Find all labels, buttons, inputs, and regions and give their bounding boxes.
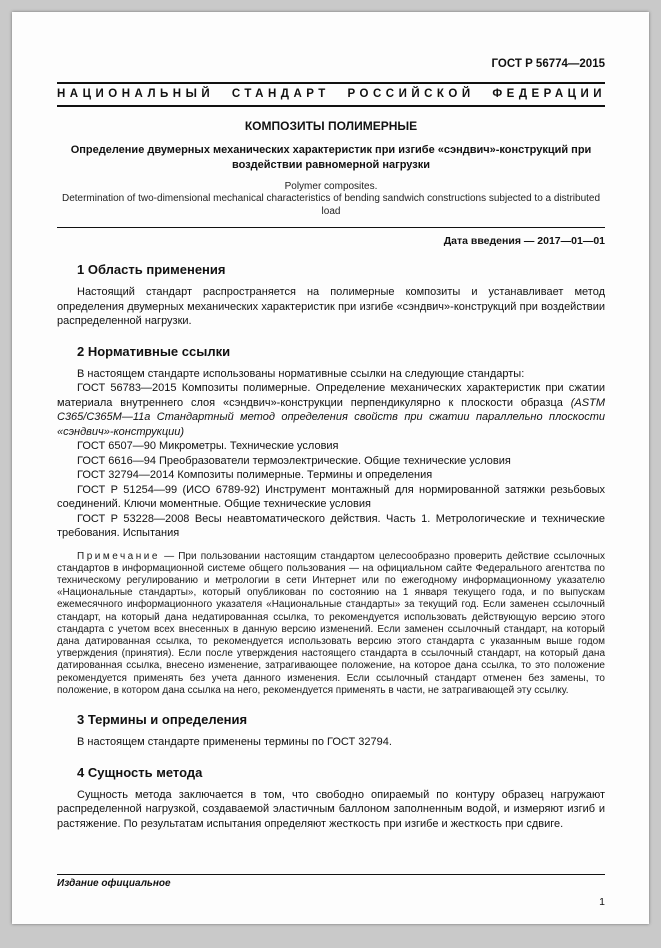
reference-item-5 [57,483,605,512]
document-page [12,12,649,924]
section-1-paragraph: Настоящий стандарт распространяется на полимерные композиты и устанавливает метод определения двумерных механических характеристик при изгибе «сэндвич»-конструкций при воздействии распределенной нагрузки. [57,286,605,328]
section-3-paragraph: В настоящем стандарте применены термины по ГОСТ 32794. [77,736,392,749]
doc-number: ГОСТ Р 56774—2015 [491,58,605,70]
reference-text: ГОСТ Р 53228—2008 Весы неавтоматического действия. Часть 1. Метрологические и технические требования. Испытания [57,512,605,540]
page-footer [57,874,605,908]
divider-rule [57,227,605,228]
national-standard-banner [57,82,605,107]
reference-text: ГОСТ 6507—90 Микрометры. Технические условия [77,440,339,453]
section-1-heading: 1 Область применения [77,262,226,278]
page-number: 1 [599,896,605,908]
reference-text: ГОСТ Р 51254—99 (ИСО 6789-92) Инструмент монтажный для нормированной затяжки резьбовых соединений. Ключи моментные. Общие технические условия [57,483,605,511]
note-label: Примечание [77,550,160,562]
document-title-ru: КОМПОЗИТЫ ПОЛИМЕРНЫЕ [244,119,418,133]
reference-text: ГОСТ 6616—94 Преобразователи термоэлектрические. Общие технические условия [77,454,511,467]
reference-text: ГОСТ 32794—2014 Композиты полимерные. Термины и определения [77,469,433,482]
introduction-date: Дата введения — 2017—01—01 [443,235,605,248]
reference-italic: (ASTM C365/C365M—11a Стандартный метод определения свойств при сжатии параллельно плоскости «сэндвич»-конструкции) [57,396,605,438]
edition-note: Издание официальное [57,878,171,889]
reference-item-6 [57,512,605,541]
reference-item-3 [57,454,605,469]
section-2-intro: В настоящем стандарте использованы нормативные ссылки на следующие стандарты: [77,367,525,380]
note-paragraph [57,551,605,697]
reference-item-2 [57,439,605,454]
reference-item-4 [57,468,605,483]
title-en-line1: Polymer composites. [284,180,378,192]
section-4-paragraph: Сущность метода заключается в том, что свободно опираемый по контуру образец нагружают распределенной нагрузкой, создаваемой эластичным баллоном заполненным водой, и измеряют изгиб и растяжение. По результатам испытания определяют жесткость при изгибе и жесткость при сдвиге. [57,788,605,830]
note-text: — При пользовании настоящим стандартом целесообразно проверить действие ссылочных стандартов в информационной системе общего пользования — на официальном сайте Федерального агентства по техническому регулированию и метрологии в сети Интернет или по ежегодному информационному указателю «Национальные стандарты», который опубликован по состоянию на 1 января текущего года, и по выпускам ежемесячного информационного указателя «Национальные стандарты» за текущий год. Если заменен ссылочный стандарт, на который дана недатированная ссылка, то рекомендуется использовать действующую версию этого стандарта с учетом всех внесенных в данную версию изменений. Если заменен ссылочный стандарт, на который дана датированная ссылка, то рекомендуется использовать версию этого стандарта с указанным выше годом утверждения (принятия). Если после утверждения настоящего стандарта в ссылочный стандарт, на который дана датированная ссылка, внесено изменение, затрагивающее положение, на которое дана ссылка, то это положение рекомендуется применять без учета данного изменения. Если ссылочный стандарт отменен без замены, то положение, в котором дана ссылка на него, рекомендуется применять в части, не затрагивающей эту ссылку. [57,550,605,696]
reference-item-1 [57,381,605,439]
title-en-line2: Determination of two-dimensional mechanical characteristics of bending sandwich constructions subjected to a distributed load [61,193,601,217]
document-subtitle-ru: Определение двумерных механических характеристик при изгибе «сэндвич»-конструкций при воздействии равномерной нагрузки [70,144,592,171]
section-3-heading: 3 Термины и определения [77,712,248,728]
reference-text: ГОСТ 56783—2015 Композиты полимерные. Определение механических характеристик при сжатии материала внутреннего слоя «сэндвич»-конструкции перпендикулярно к плоскости образца [57,382,605,409]
document-title-en [57,181,605,218]
section-2-heading: 2 Нормативные ссылки [77,343,231,359]
national-standard-text: НАЦИОНАЛЬНЫЙ СТАНДАРТ РОССИЙСКОЙ ФЕДЕРАЦИИ [57,88,607,100]
section-4-heading: 4 Сущность метода [77,764,203,780]
